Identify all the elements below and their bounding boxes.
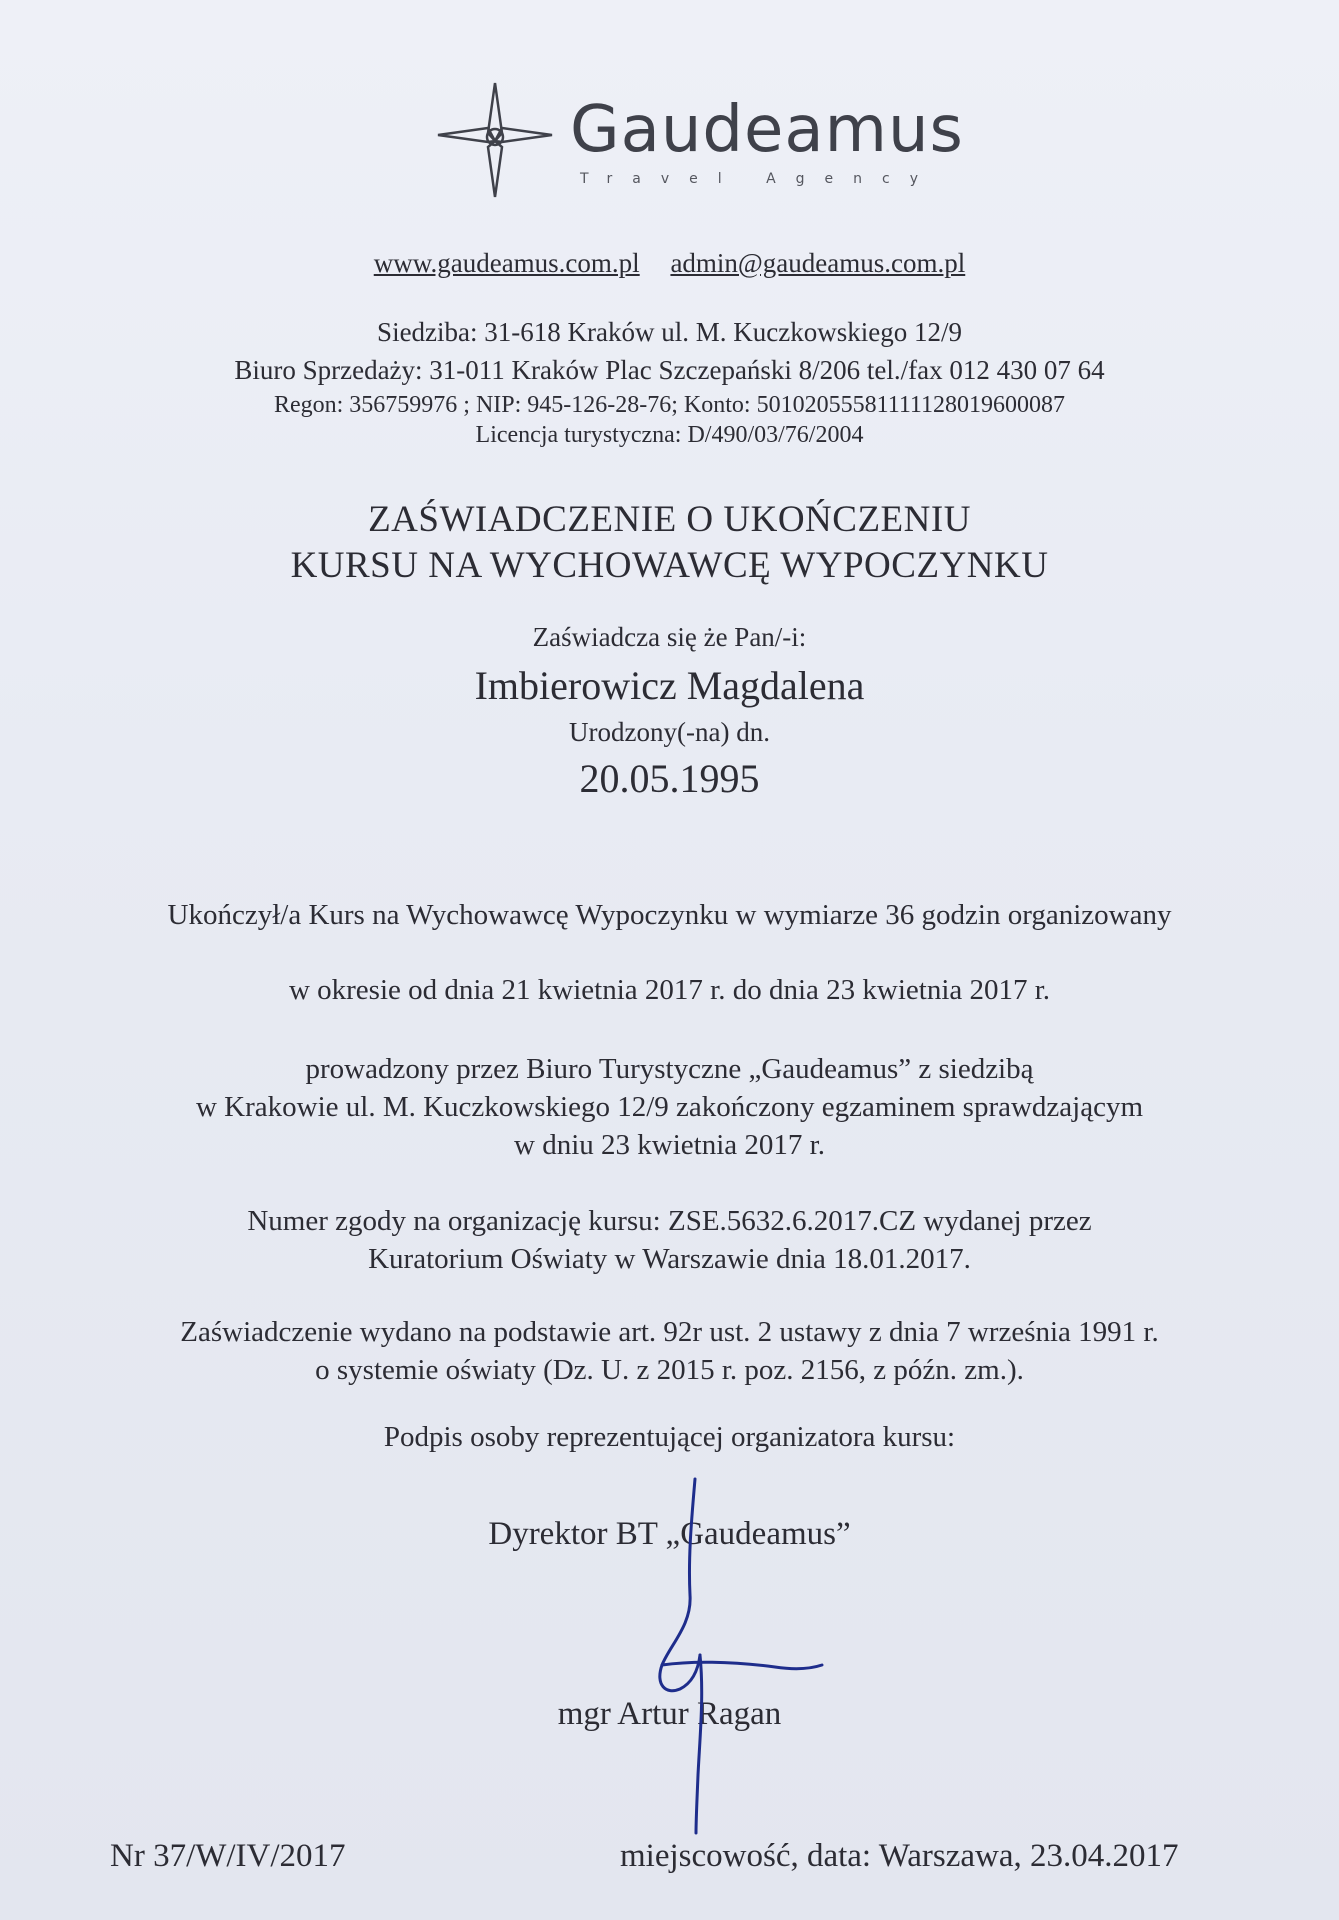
logo-name: Gaudeamus xyxy=(570,93,964,167)
address-line-2: Biuro Sprzedaży: 31-011 Kraków Plac Szczepański 8/206 tel./fax 012 430 07 64 xyxy=(234,355,1105,385)
certifies-text: Zaświadcza się że Pan/-i: xyxy=(532,622,807,652)
person-name: Imbierowicz Magdalena xyxy=(474,663,865,708)
organizer-line-2: w Krakowie ul. M. Kuczkowskiego 12/9 zakończony egzaminem sprawdzającym xyxy=(195,1091,1144,1123)
logo-tagline: Travel Agency xyxy=(580,171,938,187)
organizer-line-1: prowadzony przez Biuro Turystyczne „Gaudeamus” z siedzibą xyxy=(305,1053,1034,1085)
title-line-2: KURSU NA WYCHOWAWCĘ WYPOCZYNKU xyxy=(290,545,1049,586)
company-logo xyxy=(430,75,970,205)
birth-date: 20.05.1995 xyxy=(579,756,760,801)
signatory-name: mgr Artur Ragan xyxy=(557,1696,782,1732)
contact-links xyxy=(0,248,1339,279)
title-line-1: ZAŚWIADCZENIE O UKOŃCZENIU xyxy=(368,499,971,540)
website-link[interactable]: www.gaudeamus.com.pl xyxy=(373,248,640,278)
legal-basis-line-2: o systemie oświaty (Dz. U. z 2015 r. poz. 2156, z późn. zm.). xyxy=(315,1354,1024,1386)
address-line-3: Regon: 356759976 ; NIP: 945-126-28-76; Konto: 50102055581111128019600087 xyxy=(273,392,1066,418)
compass-star-icon xyxy=(430,75,560,205)
course-period-text: w okresie od dnia 21 kwietnia 2017 r. do dnia 23 kwietnia 2017 r. xyxy=(288,974,1051,1006)
signatory-role: Dyrektor BT „Gaudeamus” xyxy=(488,1516,851,1552)
signature-label: Podpis osoby reprezentującej organizatora kursu: xyxy=(383,1421,956,1453)
approval-line-1: Numer zgody na organizację kursu: ZSE.5632.6.2017.CZ wydanej przez xyxy=(247,1205,1092,1237)
email-link[interactable]: admin@gaudeamus.com.pl xyxy=(670,248,966,278)
handwritten-signature xyxy=(600,1475,840,1835)
course-completed-text: Ukończył/a Kurs na Wychowawcę Wypoczynku w wymiarze 36 godzin organizowany xyxy=(167,899,1172,931)
approval-line-2: Kuratorium Oświaty w Warszawie dnia 18.01.2017. xyxy=(368,1243,971,1275)
organizer-line-3: w dniu 23 kwietnia 2017 r. xyxy=(514,1129,825,1161)
document-number: Nr 37/W/IV/2017 xyxy=(110,1838,346,1874)
address-line-4: Licencja turystyczna: D/490/03/76/2004 xyxy=(475,422,864,448)
address-line-1: Siedziba: 31-618 Kraków ul. M. Kuczkowskiego 12/9 xyxy=(377,317,962,347)
legal-basis-line-1: Zaświadczenie wydano na podstawie art. 92r ust. 2 ustawy z dnia 7 września 1991 r. xyxy=(180,1316,1159,1348)
place-date: miejscowość, data: Warszawa, 23.04.2017 xyxy=(620,1838,1179,1874)
born-label: Urodzony(-na) dn. xyxy=(569,717,770,747)
